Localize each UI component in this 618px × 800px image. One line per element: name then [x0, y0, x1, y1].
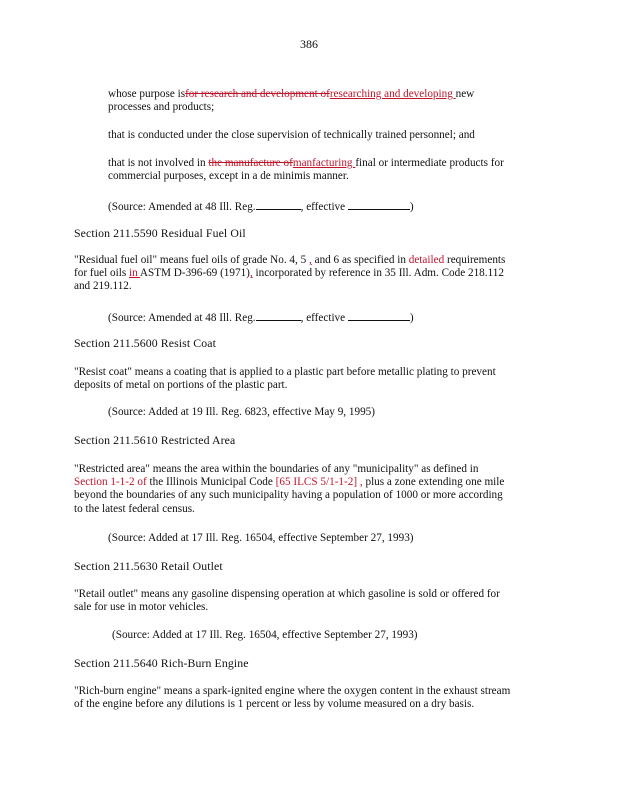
- source-note: [108, 199, 538, 214]
- manufacture-text-line2: commercial purposes, except in a de minimis manner.: [108, 170, 349, 183]
- source-text: ): [409, 201, 414, 213]
- source-note-5630: (Source: Added at 17 Ill. Reg. 16504, effective September 27, 1993): [112, 629, 418, 641]
- def-text: the Illinois Municipal Code: [146, 476, 276, 489]
- section-heading-5590: Section 211.5590 Residual Fuel Oil: [74, 226, 246, 240]
- source-note-5600: (Source: Added at 19 Ill. Reg. 6823, effective May 9, 1995): [108, 406, 375, 418]
- source-text: , effective: [300, 312, 348, 324]
- retail-outlet-definition: [74, 588, 544, 614]
- manufacture-paragraph: [108, 157, 538, 183]
- source-text: ): [409, 312, 414, 324]
- rich-burn-engine-definition: [74, 685, 544, 711]
- def-text: plus a zone extending one mile: [362, 476, 505, 489]
- section-heading-5640: Section 211.5640 Rich-Burn Engine: [74, 656, 249, 670]
- manufacture-text-end: final or intermediate products for: [355, 157, 504, 169]
- source-note-5610: (Source: Added at 17 Ill. Reg. 16504, effective September 27, 1993): [108, 532, 414, 544]
- def-text: and 219.112.: [74, 280, 132, 293]
- source-text: (Source: Amended at 48 Ill. Reg.: [108, 201, 256, 213]
- inserted-text: manfacturing: [292, 157, 356, 169]
- blank-line: [348, 199, 410, 210]
- page-number: 386: [300, 37, 318, 51]
- section-heading-5600: Section 211.5600 Resist Coat: [74, 336, 216, 350]
- purpose-text-end: new: [455, 88, 475, 100]
- inserted-text: detailed: [408, 254, 445, 266]
- supervision-paragraph: that is conducted under the close supervision of technically trained personnel; and: [108, 129, 475, 141]
- section-heading-5630: Section 211.5630 Retail Outlet: [74, 559, 223, 573]
- def-text: "Residual fuel oil" means fuel oils of grade No. 4, 5: [74, 254, 310, 266]
- deleted-text: the manufacture of: [208, 157, 293, 169]
- def-text: to the latest federal census.: [74, 502, 195, 515]
- blank-line: [256, 199, 301, 210]
- deleted-text: for research and development of: [185, 88, 330, 100]
- source-note-5590: [108, 310, 538, 325]
- def-text: "Rich-burn engine" means a spark-ignited engine where the oxygen content in the exhaust stream: [74, 685, 511, 697]
- purpose-paragraph: [108, 88, 538, 114]
- def-text: "Retail outlet" means any gasoline dispensing operation at which gasoline is sold or offered for: [74, 588, 500, 600]
- inserted-text: ,: [249, 267, 253, 280]
- blank-line: [256, 310, 301, 321]
- inserted-text: researching and developing: [329, 88, 456, 100]
- inserted-text: Section 1-1-2 of: [74, 476, 147, 489]
- inserted-text: [65 ILCS 5/1-1-2]: [275, 476, 358, 489]
- residual-fuel-oil-definition: [74, 254, 544, 294]
- def-text: and 6 as specified in: [311, 254, 409, 266]
- def-text: beyond the boundaries of any such municipality having a population of 1000 or more according: [74, 489, 503, 502]
- manufacture-text: that is not involved in: [108, 157, 209, 169]
- def-text: "Restricted area" means the area within the boundaries of any "municipality" as defined in: [74, 463, 479, 475]
- source-text: , effective: [300, 201, 348, 213]
- def-text: for fuel oils: [74, 267, 129, 280]
- def-text: requirements: [444, 254, 506, 266]
- def-text: deposits of metal on portions of the plastic part.: [74, 379, 288, 392]
- def-text: incorporated by reference in 35 Ill. Adm. Code 218.112: [252, 267, 504, 280]
- purpose-text: whose purpose is: [108, 88, 186, 100]
- blank-line: [348, 310, 410, 321]
- restricted-area-definition: [74, 463, 544, 516]
- purpose-text-line2: processes and products;: [108, 101, 215, 114]
- def-text: ASTM D-396-69 (1971): [139, 267, 250, 280]
- def-text: "Resist coat" means a coating that is applied to a plastic part before metallic plating to prevent: [74, 366, 496, 378]
- resist-coat-definition: [74, 366, 544, 392]
- source-text: (Source: Amended at 48 Ill. Reg.: [108, 312, 256, 324]
- inserted-text: in: [129, 267, 140, 280]
- inserted-text: ,: [357, 476, 363, 489]
- inserted-text: ,: [309, 254, 312, 266]
- def-text: sale for use in motor vehicles.: [74, 601, 209, 614]
- def-text: of the engine before any dilutions is 1 percent or less by volume measured on a dry basis.: [74, 698, 475, 711]
- section-heading-5610: Section 211.5610 Restricted Area: [74, 433, 236, 447]
